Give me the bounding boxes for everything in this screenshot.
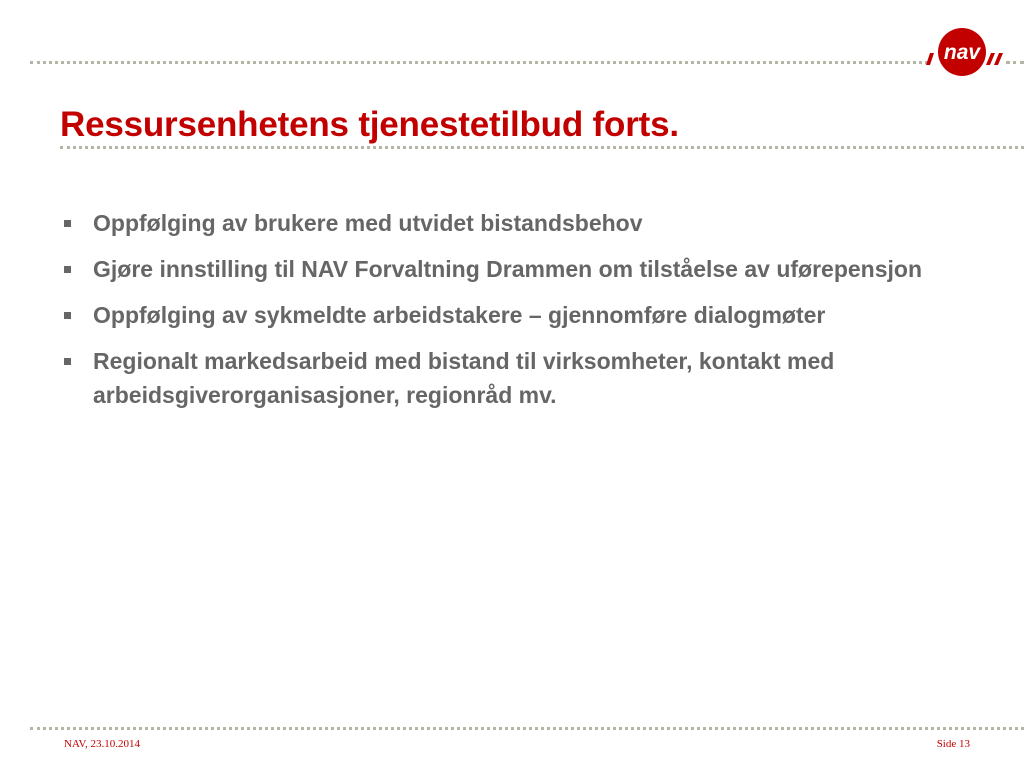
nav-logo-icon xyxy=(924,26,1008,78)
header-dotted-rule xyxy=(30,61,928,64)
bullet-list xyxy=(64,206,964,424)
bullet-text: Oppfølging av brukere med utvidet bistandsbehov xyxy=(93,210,643,236)
square-bullet-icon xyxy=(64,220,71,227)
nav-logo-text: nav xyxy=(943,41,981,64)
slide-title: Ressursenhetens tjenestetilbud forts. xyxy=(60,105,679,144)
square-bullet-icon xyxy=(64,266,71,273)
bullet-item xyxy=(64,206,964,240)
bullet-item xyxy=(64,344,964,412)
bullet-text: Oppfølging av sykmeldte arbeidstakere – gjennomføre dialogmøter xyxy=(93,302,826,328)
bullet-text: Gjøre innstilling til NAV Forvaltning Drammen om tilståelse av uførepensjon xyxy=(93,256,922,282)
square-bullet-icon xyxy=(64,312,71,319)
nav-logo xyxy=(924,26,1008,78)
bullet-text: Regionalt markedsarbeid med bistand til virksomheter, kontakt med arbeidsgiverorganisasjoner, regionråd mv. xyxy=(93,348,835,408)
title-dotted-rule xyxy=(60,146,1024,149)
square-bullet-icon xyxy=(64,358,71,365)
footer-date: NAV, 23.10.2014 xyxy=(64,738,140,750)
footer-page-number: Side 13 xyxy=(936,738,970,750)
bullet-item xyxy=(64,252,964,286)
bullet-item xyxy=(64,298,964,332)
header-dotted-rule-right xyxy=(1006,61,1024,64)
footer-dotted-rule xyxy=(30,727,1024,730)
